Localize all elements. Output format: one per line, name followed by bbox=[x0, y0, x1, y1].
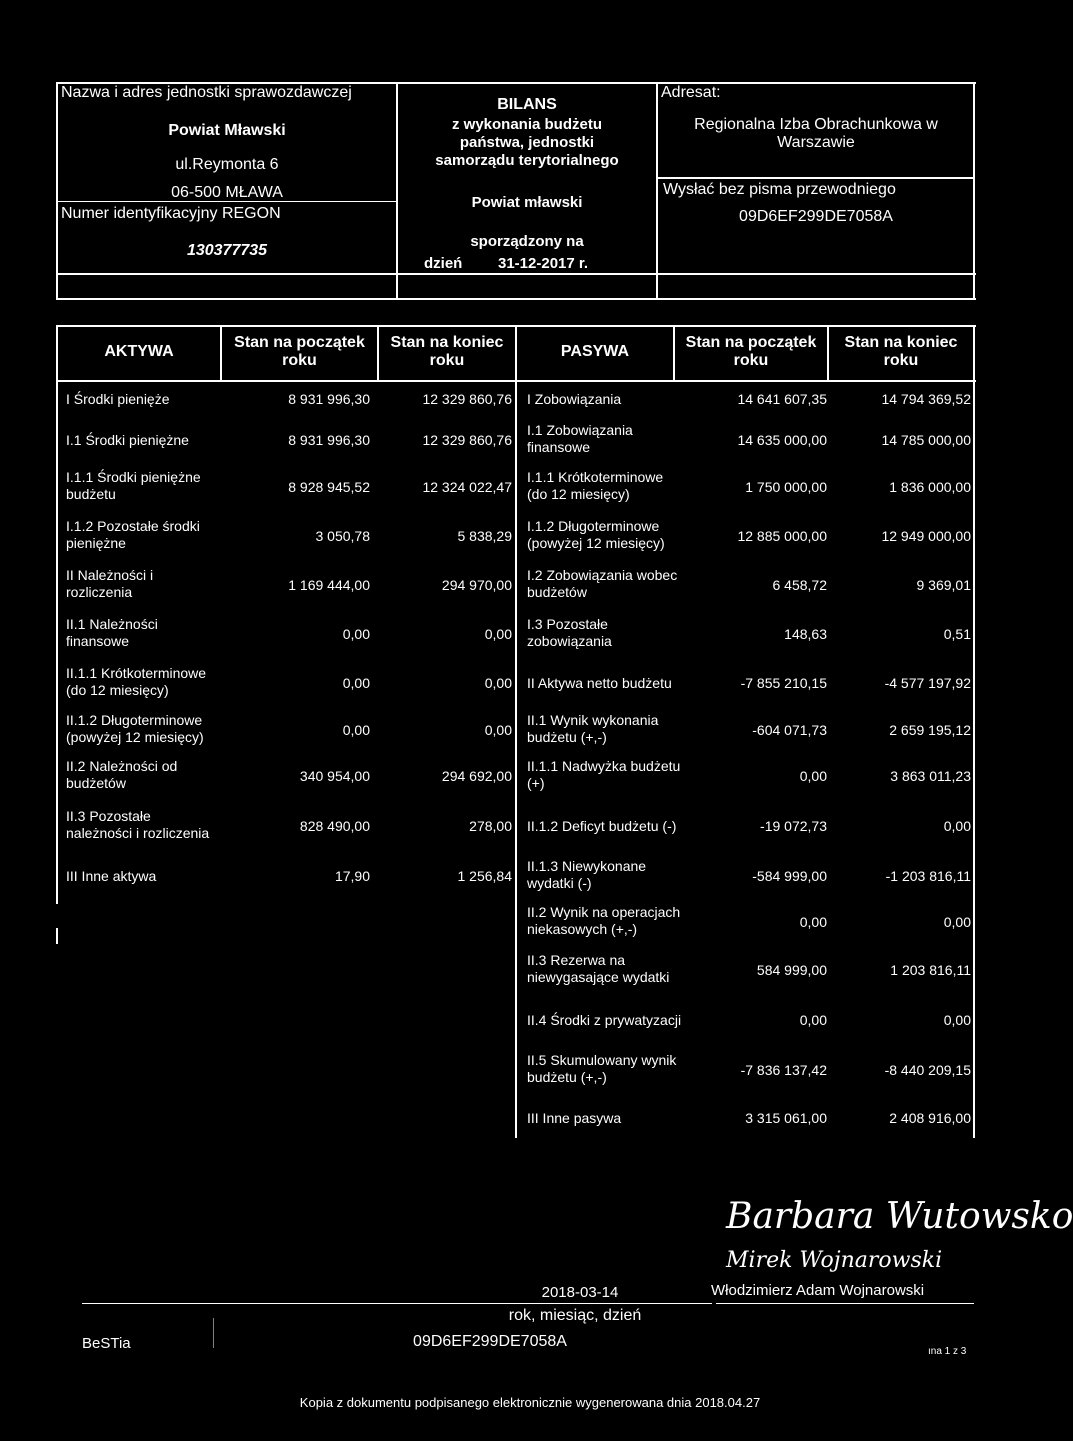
row-label-cont: (do 12 miesięcy) bbox=[527, 486, 630, 502]
row-label-cont: (do 12 miesięcy) bbox=[66, 682, 169, 698]
signature-1: Barbara Wutowsko bbox=[726, 1196, 1073, 1237]
row-label: II.5 Skumulowany wynik bbox=[527, 1052, 677, 1068]
value-start: 3 315 061,00 bbox=[745, 1110, 827, 1126]
row-label: I.2 Zobowiązania wobec bbox=[527, 567, 678, 583]
row-label: I.1.1 Krótkoterminowe bbox=[527, 469, 664, 485]
value-start: 0,00 bbox=[342, 675, 370, 691]
value-start: 12 885 000,00 bbox=[737, 528, 827, 544]
value-end: 12 949 000,00 bbox=[881, 528, 971, 544]
footer-system: BeSTia bbox=[82, 1335, 131, 1352]
value-start: 3 050,78 bbox=[315, 528, 370, 544]
regon-number: 130377735 bbox=[186, 242, 268, 259]
row-label-cont: budżetu bbox=[66, 486, 116, 502]
value-start: 1 169 444,00 bbox=[288, 577, 370, 593]
footer-doc-id: 09D6EF299DE7058A bbox=[413, 1333, 567, 1350]
row-label-cont: wydatki (-) bbox=[527, 875, 592, 891]
footer-page: ına 1 z 3 bbox=[928, 1346, 967, 1357]
value-start: 8 928 945,52 bbox=[288, 479, 370, 495]
row-label: II.4 Środki z prywatyzacji bbox=[527, 1012, 682, 1028]
row-label: II Aktywa netto budżetu bbox=[527, 675, 672, 691]
value-start: 0,00 bbox=[342, 626, 370, 642]
value-start: 6 458,72 bbox=[772, 577, 827, 593]
unit-street: ul.Reymonta 6 bbox=[175, 156, 279, 173]
day-label: dzień bbox=[424, 255, 463, 272]
row-label: I.1 Zobowiązania bbox=[527, 422, 633, 438]
footer-copy-note: Kopia z dokumentu podpisanego elektronicznie wygenerowana dnia 2018.04.27 bbox=[299, 1395, 761, 1410]
header-assets-start-1: Stan na początek bbox=[234, 334, 365, 351]
row-label: II.2 Należności od bbox=[66, 758, 178, 774]
row-label: II.2 Wynik na operacjach bbox=[527, 904, 681, 920]
row-label-cont: (powyżej 12 miesięcy) bbox=[527, 535, 665, 551]
header-liab-end-2: roku bbox=[883, 352, 919, 369]
row-label-cont: budżetów bbox=[527, 584, 587, 600]
doc-subtitle-2: państwa, jednostki bbox=[459, 134, 595, 151]
addressee-label: Adresat: bbox=[661, 84, 721, 101]
row-label-cont: rozliczenia bbox=[66, 584, 133, 600]
value-start: 8 931 996,30 bbox=[288, 432, 370, 448]
value-start: -604 071,73 bbox=[752, 722, 827, 738]
value-start: -7 855 210,15 bbox=[740, 675, 827, 691]
value-end: 0,00 bbox=[943, 1012, 971, 1028]
value-start: 0,00 bbox=[799, 1012, 827, 1028]
row-label: II.1.1 Krótkoterminowe bbox=[66, 665, 207, 681]
value-end: -1 203 816,11 bbox=[885, 868, 971, 884]
value-end: 0,51 bbox=[943, 626, 971, 642]
value-end: 2 659 195,12 bbox=[889, 722, 971, 738]
row-label-cont: budżetu (+,-) bbox=[527, 1069, 607, 1085]
row-label: III Inne aktywa bbox=[66, 868, 157, 884]
value-end: 1 256,84 bbox=[457, 868, 512, 884]
row-label-cont: finansowe bbox=[66, 633, 130, 649]
value-start: 17,90 bbox=[334, 868, 370, 884]
signature-2: Mirek Wojnarowski bbox=[726, 1248, 943, 1273]
value-end: 278,00 bbox=[469, 818, 512, 834]
header-liab-start-1: Stan na początek bbox=[685, 334, 817, 351]
row-label-cont: niekasowych (+,-) bbox=[527, 921, 638, 937]
value-end: 12 329 860,76 bbox=[422, 391, 512, 407]
row-label: I.1.2 Pozostałe środki bbox=[66, 518, 200, 534]
row-label-cont: pieniężne bbox=[66, 535, 126, 551]
row-label: I.1.2 Długoterminowe bbox=[527, 518, 660, 534]
value-start: -584 999,00 bbox=[752, 868, 827, 884]
header-liab-end-1: Stan na koniec bbox=[844, 334, 958, 351]
row-label: I Środki pienięże bbox=[66, 391, 170, 407]
row-label: II.1.3 Niewykonane bbox=[527, 858, 647, 874]
value-end: 1 836 000,00 bbox=[889, 479, 971, 495]
row-label: I.3 Pozostałe bbox=[527, 616, 608, 632]
header-pasywa: PASYWA bbox=[560, 343, 630, 360]
row-label: II.1.2 Długoterminowe bbox=[66, 712, 203, 728]
footer-signer: Włodzimierz Adam Wojnarowski bbox=[711, 1282, 925, 1299]
header-assets-start-2: roku bbox=[282, 352, 317, 369]
value-start: 0,00 bbox=[799, 768, 827, 784]
row-label-cont: (+) bbox=[527, 775, 545, 791]
value-end: 14 785 000,00 bbox=[881, 432, 971, 448]
row-label: I Zobowiązania bbox=[527, 391, 622, 407]
value-end: 294 692,00 bbox=[441, 768, 512, 784]
value-start: 14 635 000,00 bbox=[737, 432, 827, 448]
row-label: I.1.1 Środki pieniężne bbox=[66, 469, 201, 485]
row-label: II Należności i bbox=[66, 567, 154, 583]
value-end: 0,00 bbox=[943, 818, 971, 834]
row-label: III Inne pasywa bbox=[527, 1110, 622, 1126]
value-end: 12 329 860,76 bbox=[422, 432, 512, 448]
doc-entity: Powiat mławski bbox=[471, 194, 583, 211]
regon-label: Numer identyfikacyjny REGON bbox=[61, 205, 281, 222]
header-assets-end-2: roku bbox=[429, 352, 465, 369]
row-label-cont: (powyżej 12 miesięcy) bbox=[66, 729, 204, 745]
value-end: 0,00 bbox=[484, 675, 512, 691]
send-note: Wysłać bez pisma przewodniego bbox=[663, 181, 896, 198]
footer-date-label: rok, miesiąc, dzień bbox=[508, 1307, 642, 1324]
value-end: 5 838,29 bbox=[457, 528, 512, 544]
row-label-cont: budżetów bbox=[66, 775, 126, 791]
row-label-cont: finansowe bbox=[527, 439, 591, 455]
value-start: -7 836 137,42 bbox=[740, 1062, 827, 1078]
value-end: 2 408 916,00 bbox=[889, 1110, 971, 1126]
row-label-cont: zobowiązania bbox=[527, 633, 612, 649]
value-end: 3 863 011,23 bbox=[890, 768, 971, 784]
value-end: 12 324 022,47 bbox=[422, 479, 512, 495]
row-label: II.1.2 Deficyt budżetu (-) bbox=[527, 818, 677, 834]
value-start: -19 072,73 bbox=[760, 818, 827, 834]
value-start: 148,63 bbox=[784, 626, 827, 642]
value-start: 1 750 000,00 bbox=[745, 479, 827, 495]
value-end: -8 440 209,15 bbox=[884, 1062, 971, 1078]
value-start: 584 999,00 bbox=[756, 962, 827, 978]
header-assets-end-1: Stan na koniec bbox=[390, 334, 504, 351]
row-label: I.1 Środki pieniężne bbox=[66, 432, 189, 448]
doc-subtitle-3: samorządu terytorialnego bbox=[435, 152, 619, 169]
row-label: II.3 Pozostałe bbox=[66, 808, 151, 824]
value-end: 294 970,00 bbox=[441, 577, 512, 593]
value-start: 14 641 607,35 bbox=[737, 391, 827, 407]
header-aktywa: AKTYWA bbox=[104, 343, 174, 360]
value-start: 8 931 996,30 bbox=[288, 391, 370, 407]
row-label-cont: należności i rozliczenia bbox=[66, 825, 210, 841]
prepared-label: sporządzony na bbox=[470, 233, 584, 250]
unit-label: Nazwa i adres jednostki sprawozdawczej bbox=[61, 84, 352, 101]
unit-name: Powiat Mławski bbox=[168, 122, 286, 139]
value-start: 0,00 bbox=[342, 722, 370, 738]
value-end: -4 577 197,92 bbox=[884, 675, 971, 691]
row-label: II.1.1 Nadwyżka budżetu bbox=[527, 758, 681, 774]
row-label: II.1 Należności bbox=[66, 616, 158, 632]
row-label: II.3 Rezerwa na bbox=[527, 952, 626, 968]
doc-title: BILANS bbox=[497, 96, 557, 113]
value-end: 1 203 816,11 bbox=[890, 962, 971, 978]
value-start: 0,00 bbox=[799, 914, 827, 930]
addressee-line-1: Regionalna Izba Obrachunkowa w bbox=[694, 116, 938, 133]
footer-date: 2018-03-14 bbox=[541, 1284, 619, 1301]
value-end: 14 794 369,52 bbox=[881, 391, 971, 407]
header-doc-id: 09D6EF299DE7058A bbox=[739, 208, 893, 225]
addressee-line-2: Warszawie bbox=[777, 134, 855, 151]
doc-subtitle-1: z wykonania budżetu bbox=[451, 116, 602, 133]
row-label: II.1 Wynik wykonania bbox=[527, 712, 659, 728]
report-date: 31-12-2017 r. bbox=[498, 255, 589, 272]
header-liab-start-2: roku bbox=[733, 352, 769, 369]
row-label-cont: niewygasające wydatki bbox=[527, 969, 670, 985]
unit-postal: 06-500 MŁAWA bbox=[171, 184, 283, 201]
value-start: 340 954,00 bbox=[299, 768, 370, 784]
value-start: 828 490,00 bbox=[299, 818, 370, 834]
value-end: 9 369,01 bbox=[916, 577, 971, 593]
row-label-cont: budżetu (+,-) bbox=[527, 729, 607, 745]
value-end: 0,00 bbox=[484, 722, 512, 738]
value-end: 0,00 bbox=[484, 626, 512, 642]
value-end: 0,00 bbox=[943, 914, 971, 930]
